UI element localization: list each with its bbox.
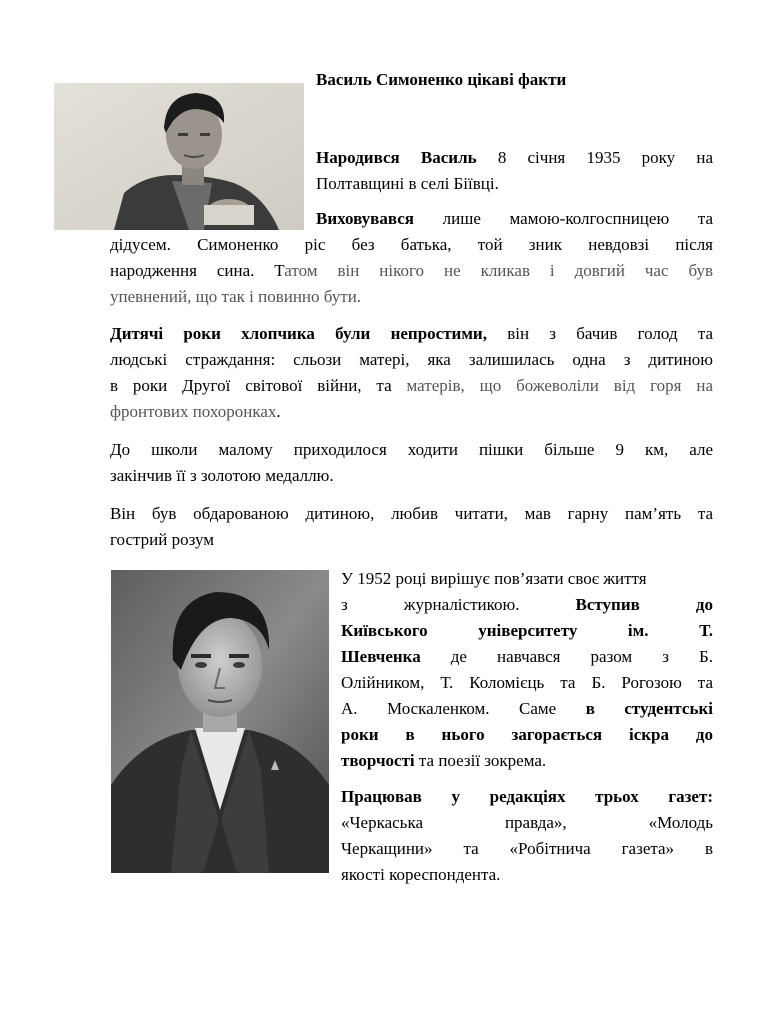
birth-text-line2: Полтавщині в селі Біївці. [316, 174, 499, 193]
portrait-photo-young [111, 570, 329, 873]
childhood-line4-end: . [276, 402, 281, 421]
birth-text: 8 січня 1935 року на [476, 148, 713, 167]
university-line8-rest: та поезії зокрема. [414, 751, 547, 770]
university-line3-bold: Київського університету ім. Т. [341, 621, 713, 640]
university-line2-start: з журналістикою. [341, 595, 576, 614]
paragraph-school [110, 437, 713, 489]
childhood-line3-black: в роки Другої світової війни, та [110, 376, 392, 395]
newspapers-line1-bold: Працював у редакціях трьох газет: [341, 787, 713, 806]
university-line8-bold: творчості [341, 751, 415, 770]
childhood-line4-grey: фронтових похоронках [110, 402, 277, 421]
university-line2-bold: Вступив до [575, 595, 713, 614]
upbringing-line3-grey: атом він нікого не кликав і довгий час був [284, 261, 713, 280]
school-line1: До школи малому приходилося ходити пішки більше 9 км, але [110, 440, 713, 459]
paragraph-birth [316, 145, 713, 197]
newspapers-line3: Черкащини» та «Робітнича газета» в [341, 839, 713, 858]
childhood-line3-grey: матерів, що божеволіли від горя на [391, 376, 713, 395]
newspapers-line2: «Черкаська правда», «Молодь [341, 813, 713, 832]
page-title: Василь Симоненко цікаві факти [316, 70, 567, 89]
school-line2: закінчив її з золотою медаллю. [110, 466, 334, 485]
gifted-line1: Він був обдарованою дитиною, любив читати, мав гарну пам’ять та [110, 504, 713, 523]
childhood-bold-text: Дитячі роки хлопчика були непростими, [110, 324, 487, 343]
upbringing-text: лише мамою-колгоспницею та [413, 209, 713, 228]
upbringing-line4: упевнений, що так і повинно бути. [110, 287, 362, 306]
university-line4-rest: де навчався разом з Б. [420, 647, 713, 666]
upbringing-line2: дідусем. Симоненко ріс без батька, той зник невдовзі після [110, 235, 713, 254]
university-line4-bold: Шевченка [341, 647, 421, 666]
gifted-line2: гострий розум [110, 530, 214, 549]
university-line6-start: А. Москаленком. Саме [341, 699, 586, 718]
paragraph-gifted [110, 501, 713, 553]
paragraph-childhood [110, 321, 713, 425]
paragraph-upbringing-cont [110, 232, 713, 310]
childhood-text: він з бачив голод та [486, 324, 713, 343]
university-line6-bold: в студентські [585, 699, 713, 718]
newspapers-line4: якості кореспондента. [341, 865, 501, 884]
paragraph-university [341, 566, 713, 774]
childhood-line2: людські страждання: сльози матері, яка залишилась одна з дитиною [110, 350, 713, 369]
university-line7-bold: роки в нього загорається іскра до [341, 725, 713, 744]
university-line1: У 1952 році вирішує пов’язати своє життя [341, 569, 647, 588]
university-line5: Олійником, Т. Коломієць та Б. Рогозою та [341, 673, 713, 692]
upbringing-bold-text: Виховувався [316, 209, 414, 228]
paragraph-upbringing [316, 206, 713, 232]
portrait-photo-reading [54, 83, 304, 230]
paragraph-newspapers [341, 784, 713, 888]
birth-bold-text: Народився Василь [316, 148, 477, 167]
upbringing-line3-black: народження сина. Т [110, 261, 285, 280]
